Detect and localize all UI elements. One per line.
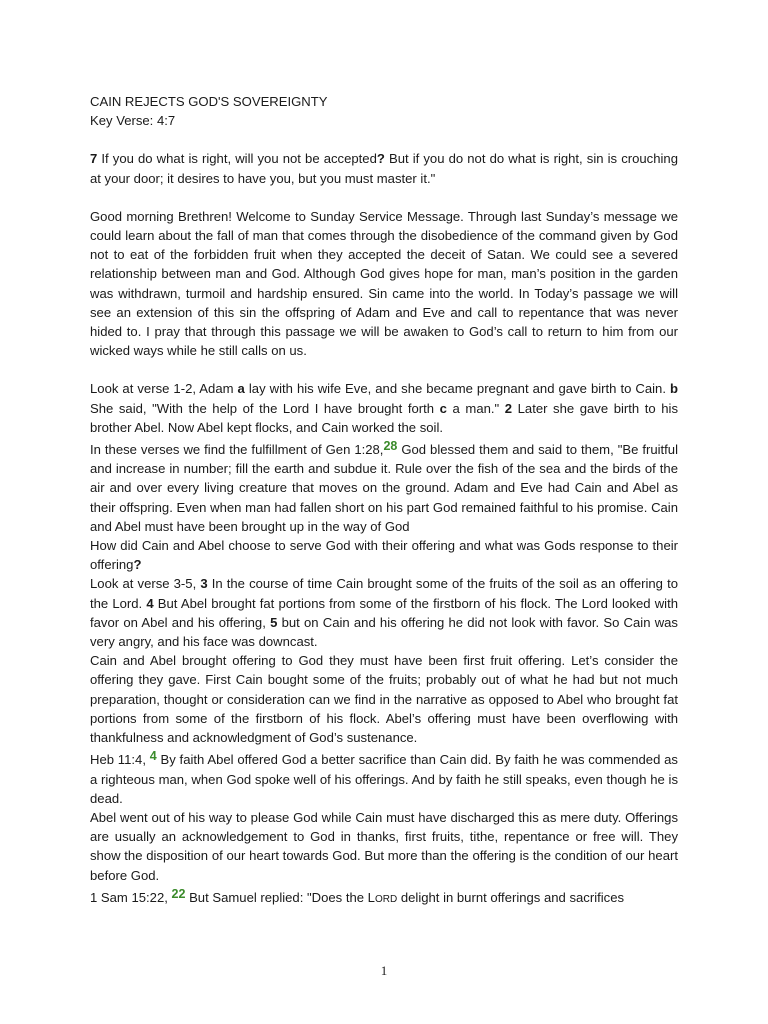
question-mark: ?: [133, 557, 142, 573]
intro-paragraph: Good morning Brethren! Welcome to Sunday Service Message. Through last Sunday’s message we could learn about the fall of man that comes through the disobedience of the command given by God not to eat of the forbidden fruit when they accepted the deceit of Satan. We could see a severed relationship between man and God. Although God gives hope for man, man’s position in the garden was withdrawn, turmoil and hardship ensured. Sin came into the world. In Today’s passage we will see an extension of this sin the offspring of Adam and Eve and call to repentance that was never hided to. I pray that through this passage we will be awaken to God’s call to return to him from our wicked ways while he still calls on us.: [90, 208, 678, 359]
verse-superscript: 4: [149, 749, 157, 764]
verse-3-5-paragraph: [90, 574, 678, 651]
text-run: If you do what is right, will you not be accepted: [97, 151, 377, 167]
text-run: Look at verse 3-5,: [90, 576, 201, 592]
text-run: Later she gave birth to his brother Abel. Now Abel kept flocks, and Cain worked the soil.: [90, 400, 678, 435]
offering-paragraph: Cain and Abel brought offering to God they must have been first fruit offering. Let’s consider the offering they gave. First Cain bought some of the fruits; probably out of what he had but not much preparation, thought or consideration can we find in the narrative as opposed to Abel who brought fat portions from some of the firstborn of his flock. Abel’s offering must have been overflowing with thankfulness and acknowledgment of God’s sustenance.: [90, 653, 678, 746]
text-run: In these verses we find the fulfillment of Gen 1:28,: [90, 442, 384, 458]
text-run: In the course of time Cain brought some of the fruits of the soil as an offering to the Lord.: [90, 576, 678, 611]
heb-11-4-paragraph: [90, 747, 678, 808]
key-verse-text: [90, 149, 678, 187]
verse-number: 2: [504, 400, 513, 416]
question-paragraph: [90, 536, 678, 574]
footnote-letter: b: [670, 381, 678, 397]
text-run: But Abel brought fat portions from some of the firstborn of his flock. The Lord looked with favor on Abel and his offering,: [90, 595, 679, 630]
text-run: a man.": [446, 400, 505, 416]
verse-superscript: 28: [383, 439, 398, 454]
sam-15-22-paragraph: [90, 885, 678, 909]
text-run: Look at verse 1-2, Adam: [90, 381, 238, 397]
text-run: but on Cain and his offering he did not look with favor. So Cain was very angry, and his face was downcast.: [90, 614, 678, 650]
verse-1-2-paragraph: [90, 379, 678, 437]
text-run: How did Cain and Abel choose to serve God with their offering and what was Gods response to their offering: [90, 538, 678, 573]
spacer: [90, 360, 678, 379]
footnote-letter: c: [439, 400, 447, 416]
spacer: [90, 130, 678, 149]
gen-1-28-paragraph: [90, 437, 678, 536]
text-run: God blessed them and said to them, "Be fruitful and increase in number; fill the earth and subdue it. Rule over the fish of the sea and the birds of the air and over every living creature that moves on the ground. Adam and Eve had Cain and Abel as their offspring. Even when man had fallen short on his part God remained faithful to his promise. Cain and Abel must have been brought up in the way of God: [90, 442, 678, 534]
spacer: [90, 188, 678, 207]
page-number: 1: [380, 963, 388, 978]
question-mark: ?: [376, 151, 385, 167]
verse-number: 7: [90, 151, 98, 167]
footnote-letter: a: [237, 381, 245, 397]
verse-number: 3: [200, 576, 208, 592]
text-run: Heb 11:4,: [90, 752, 150, 768]
small-caps-text: ORD: [374, 893, 398, 905]
verse-superscript: 22: [171, 886, 186, 901]
text-run: lay with his wife Eve, and she became pregnant and gave birth to Cain.: [244, 381, 670, 397]
key-verse: Key Verse: 4:7: [90, 113, 176, 129]
verse-number: 4: [146, 595, 154, 611]
text-run: But Samuel replied: "Does the L: [185, 889, 375, 905]
text-run: delight in burnt offerings and sacrifices: [397, 889, 625, 905]
text-run: She said, "With the help of the Lord I have brought forth: [90, 400, 440, 416]
abel-paragraph: Abel went out of his way to please God while Cain must have discharged this as mere duty. Offerings are usually an acknowledgement to God in thanks, first fruits, tithe, repentance or free will. They show the disposition of our heart towards God. But more than the offering is the condition of our heart before God.: [90, 809, 678, 883]
text-run: By faith Abel offered God a better sacrifice than Cain did. By faith he was commended as a righteous man, when God spoke well of his offerings. And by faith he still speaks, even though he is dead.: [90, 752, 678, 806]
document-title: CAIN REJECTS GOD'S SOVEREIGNTY: [90, 94, 328, 109]
text-run: But if you do not do what is right, sin is crouching at your door; it desires to have you, but you must master it.": [90, 151, 678, 186]
text-run: 1 Sam 15:22,: [90, 889, 172, 905]
verse-number: 5: [270, 614, 278, 630]
document-body: [90, 92, 678, 909]
